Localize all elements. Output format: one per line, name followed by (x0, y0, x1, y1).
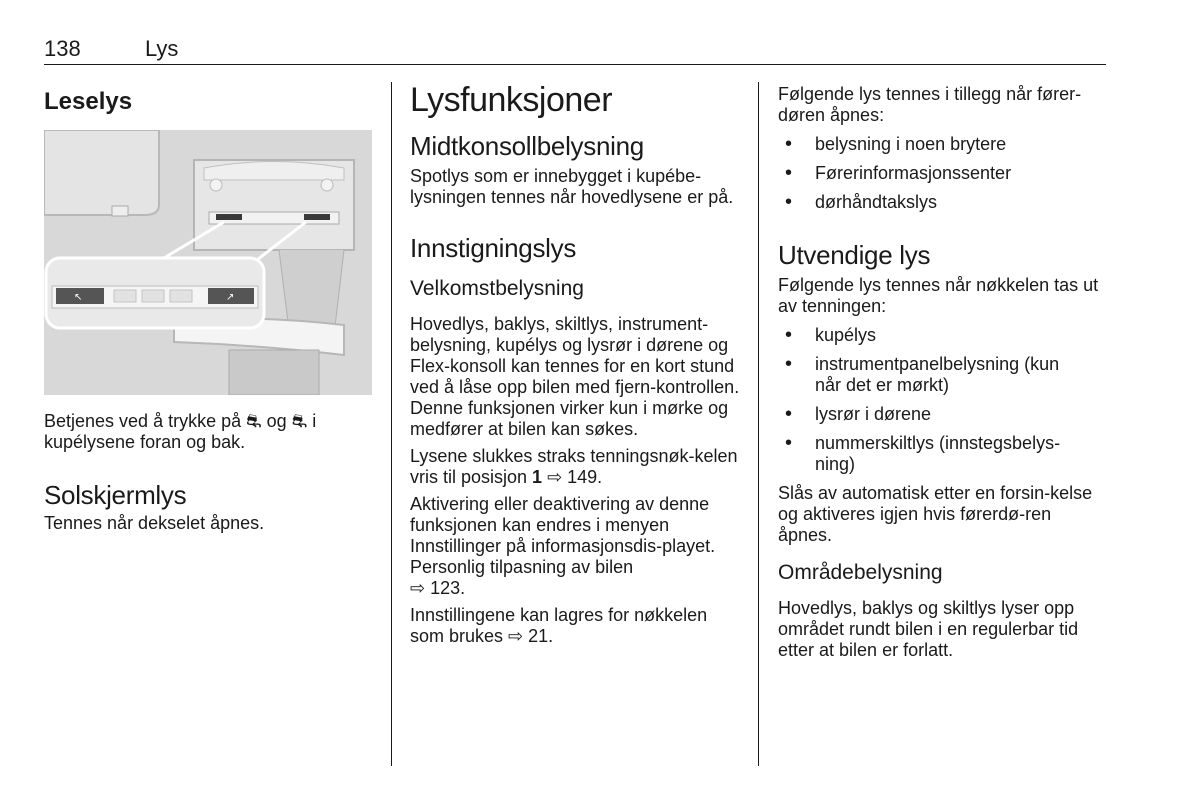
door-open-intro: Følgende lys tennes i tillegg når fører-døren åpnes: (778, 84, 1082, 125)
front-interior-light-icon: ⛐ (246, 411, 262, 431)
svg-text:↗: ↗ (226, 292, 235, 303)
page-header (44, 34, 1106, 65)
column-right (778, 80, 1108, 661)
section-title: Lys (145, 36, 179, 61)
reading-light-illustration (44, 130, 372, 395)
door-open-list (778, 134, 1108, 213)
text-part: Lysene slukkes straks tenningsnøk-kelen vris til posisjon (410, 446, 738, 487)
solskjermlys-text: Tennes når dekselet åpnes. (44, 513, 265, 533)
utvendige-lys-heading: Utvendige lys (778, 240, 931, 270)
list-item: • nummerskiltlys (innstegsbelys-ning) (778, 433, 1108, 475)
innstigningslys-heading: Innstigningslys (410, 233, 577, 263)
caption-part: Betjenes ved å trykke på (44, 411, 247, 431)
list-item: • dørhåndtakslys (778, 192, 1108, 213)
velkomst-paragraph-4 (410, 605, 742, 647)
solskjermlys-heading: Solskjermlys (44, 480, 187, 510)
utvendige-lys-after: Slås av automatisk etter en forsin-kelse og aktiveres igjen hvis førerdø-ren åpnes. (778, 483, 1093, 545)
list-item: • kupélys (778, 325, 1108, 346)
omradebelysning-text: Hovedlys, baklys og skiltlys lyser opp området rundt bilen i en regulerbar tid etter at bilen er forlatt. (778, 598, 1079, 660)
svg-text:↖: ↖ (74, 292, 83, 303)
column-divider (758, 82, 759, 766)
page-reference-link[interactable]: ⇨ 149. (542, 467, 603, 487)
page-reference-link[interactable]: ⇨ 123. (410, 578, 466, 598)
text-part: Innstillingene kan lagres for nøkkelen som brukes (410, 605, 708, 646)
velkomst-paragraph-1: Hovedlys, baklys, skiltlys, instrument-belysning, kupélys og lysrør i dørene og Flex-konsoll kan tennes for en kort stund ved å låse opp bilen med fjern-kontrollen. Denne funksjonen virker kun i mørke og medfører at bilen kan søkes. (410, 314, 740, 439)
reading-light-drawing (44, 130, 372, 395)
column-divider (391, 82, 392, 766)
page-number: 138 (44, 36, 81, 61)
midtkonsoll-text: Spotlys som er innebygget i kupébe-lysningen tennes når hovedlysene er på. (410, 166, 734, 207)
page-reference-link[interactable]: ⇨ 21. (508, 626, 554, 646)
rear-interior-light-icon: ⛐ (291, 411, 308, 431)
velkomst-paragraph-2 (410, 446, 742, 488)
velkomstbelysning-heading: Velkomstbelysning (410, 277, 584, 300)
list-item: • lysrør i dørene (778, 404, 1108, 425)
key-removed-list (778, 325, 1108, 475)
caption-part: i kupélysene foran og bak. (44, 411, 317, 452)
list-item: • Førerinformasjonssenter (778, 163, 1108, 184)
omradebelysning-heading: Områdebelysning (778, 561, 943, 584)
leselys-heading: Leselys (44, 88, 133, 115)
midtkonsoll-heading: Midtkonsollbelysning (410, 131, 644, 161)
column-middle (410, 80, 742, 647)
velkomst-paragraph-3 (410, 494, 742, 599)
lysfunksjoner-heading: Lysfunksjoner (410, 81, 613, 119)
column-left (44, 80, 374, 534)
text-part: Aktivering eller deaktivering av denne funksjonen kan endres i menyen Innstillinger på informasjonsdis-playet. Personlig tilpasning av bilen (410, 494, 716, 577)
utvendige-lys-intro: Følgende lys tennes når nøkkelen tas ut av tenningen: (778, 275, 1099, 316)
leselys-caption (44, 411, 374, 453)
ignition-position: 1 (532, 467, 543, 487)
caption-part: og (261, 411, 292, 431)
list-item: • instrumentpanelbelysning (kun når det er mørkt) (778, 354, 1108, 396)
list-item: • belysning i noen brytere (778, 134, 1108, 155)
